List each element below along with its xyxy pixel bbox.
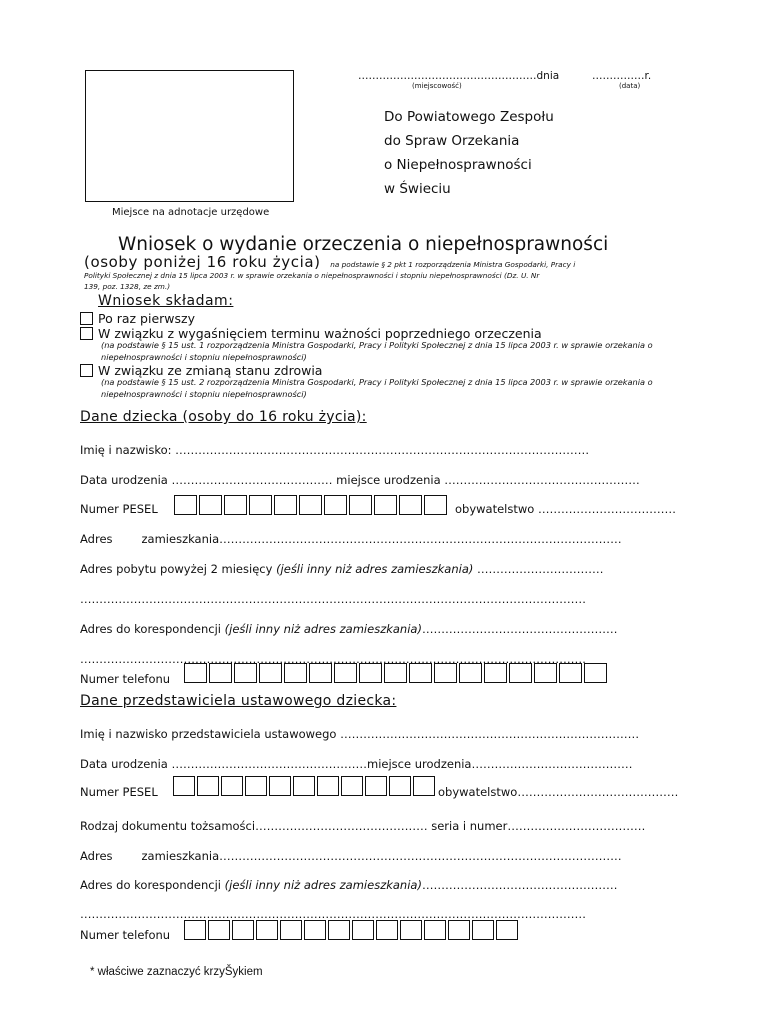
child-corr-field[interactable]: Adres do korespondencji (jeśli inny niż adres zamieszkania)…………………………………………… [80,622,618,636]
addressee-line: o Niepełnosprawności [384,157,532,173]
label: Adres do korespondencji [80,878,221,892]
request-heading: Wniosek składam: [98,293,234,309]
guardian-pesel-label: Numer PESEL [80,785,158,799]
addressee-line: w Świeciu [384,181,451,197]
addressee-block [384,105,554,201]
option-health-change[interactable] [80,363,322,378]
guardian-corr-line[interactable]: …………………………………………………………………………………………………………………… [80,907,586,921]
checkbox[interactable] [80,327,93,340]
dnia-label: dnia [536,70,560,82]
option-health-note: (na podstawie § 15 ust. 2 rozporządzenia Ministra Gospodarki, Pracy i Polityki Społecznej z dnia 15 lipca 2003 r. w sprawie orzekania o niepełnosprawności i stopniu niepełnosprawności) [101,377,653,399]
option-expired-note: (na podstawie § 15 ust. 1 rozporządzenia Ministra Gospodarki, Pracy i Polityki Społecznej z dnia 15 lipca 2003 r. w sprawie orzekania o niepełnosprawności i stopniu niepełnosprawności) [101,340,653,362]
date-hint: (data) [619,82,641,90]
child-address-field[interactable]: Adres zamieszkania…………………………………………………………………………………………… [80,532,622,546]
guardian-name-field[interactable]: Imię i nazwisko przedstawiciela ustawowego …………………………………………………………………… [80,727,640,741]
child-stay-line[interactable]: …………………………………………………………………………………………………………………… [80,592,586,606]
child-corr-line[interactable]: …………………………………………………………………………………………………………………… [80,652,586,666]
child-name-field[interactable]: Imię i nazwisko: ……………………………………………………………………………………………… [80,443,590,457]
child-citizenship-field[interactable]: obywatelstwo ……………………………… [455,502,676,516]
option-label: W związku z wygaśnięciem terminu ważności poprzedniego orzeczenia [98,326,542,341]
label: Imię i nazwisko przedstawiciela ustawowego [80,727,337,741]
label: Imię i nazwisko: [80,443,172,457]
footnote: * właściwe zaznaczyć krzyŠykiem [90,966,263,978]
child-dob-field[interactable]: Data urodzenia …………………………………… miejsce urodzenia …………………………………………… [80,473,640,487]
label: zamieszkania [141,532,220,546]
guardian-pesel-cells[interactable] [173,776,437,796]
label: Adres do korespondencji [80,622,221,636]
label: obywatelstwo [455,502,535,516]
label: Data urodzenia [80,473,168,487]
addressee-line: Do Powiatowego Zespołu [384,109,554,125]
child-phone-label: Numer telefonu [80,672,171,686]
legal-basis-1: na podstawie § 2 pkt 1 rozporządzenia Ministra Gospodarki, Pracy i [330,260,576,269]
guardian-phone-label: Numer telefonu [80,928,171,942]
form-subtitle [84,253,575,271]
checkbox[interactable] [80,364,93,377]
guardian-dob-field[interactable]: Data urodzenia ……………………………………………miejsce urodzenia…………………………………… [80,757,633,771]
child-pesel-cells[interactable] [174,495,449,515]
child-pesel-label: Numer PESEL [80,502,158,516]
child-stay-field[interactable]: Adres pobytu powyżej 2 miesięcy (jeśli inny niż adres zamieszkania) …………………………… [80,562,604,576]
child-heading: Dane dziecka (osoby do 16 roku życia): [80,409,367,425]
legal-basis-3: 139, poz. 1328, ze zm.) [84,282,171,291]
guardian-doc-field[interactable]: Rodzaj dokumentu tożsamości……………………………………… seria i numer……………………………… [80,819,646,833]
place-dots: …………………………………………… [358,70,537,82]
option-first-time[interactable] [80,311,195,326]
label: Data urodzenia [80,757,168,771]
label: Adres [80,849,113,863]
age-note: (osoby poniżej 16 roku życia) [84,253,321,271]
legal-basis-2: Polityki Społecznej z dnia 15 lipca 2003 r. w sprawie orzekania o niepełnosprawności i stopniu niepełnosprawności (Dz. U. Nr [84,271,540,280]
guardian-citizenship-field[interactable]: obywatelstwo…………………………………… [438,785,679,799]
option-label: W związku ze zmianą stanu zdrowia [98,363,323,378]
checkbox[interactable] [80,312,93,325]
label: seria i numer [431,819,508,833]
stamp-label: Miejsce na adnotacje urzędowe [112,207,270,218]
form-title: Wniosek o wydanie orzeczenia o niepełnosprawności [118,234,609,255]
guardian-heading: Dane przedstawiciela ustawowego dziecka: [80,693,397,709]
child-phone-cells[interactable] [184,663,609,683]
guardian-phone-cells[interactable] [184,920,520,940]
label: Rodzaj dokumentu tożsamości [80,819,256,833]
label: miejsce urodzenia [336,473,441,487]
addressee-line: do Spraw Orzekania [384,133,520,149]
guardian-address-field[interactable]: Adres zamieszkania…………………………………………………………………………………………… [80,849,622,863]
official-stamp-box [85,70,294,202]
date-dots: ……………r. [592,70,652,82]
option-expired[interactable] [80,326,542,341]
place-field[interactable] [358,70,559,82]
label: miejsce urodzenia [367,757,472,771]
label: Adres pobytu powyżej 2 miesięcy [80,562,273,576]
date-field[interactable] [592,70,651,82]
label: Adres [80,532,113,546]
option-label: Po raz pierwszy [98,311,195,326]
label: zamieszkania [141,849,220,863]
place-hint: (miejscowość) [412,82,462,90]
label: obywatelstwo [438,785,518,799]
guardian-corr-field[interactable]: Adres do korespondencji (jeśli inny niż adres zamieszkania)…………………………………………… [80,878,618,892]
